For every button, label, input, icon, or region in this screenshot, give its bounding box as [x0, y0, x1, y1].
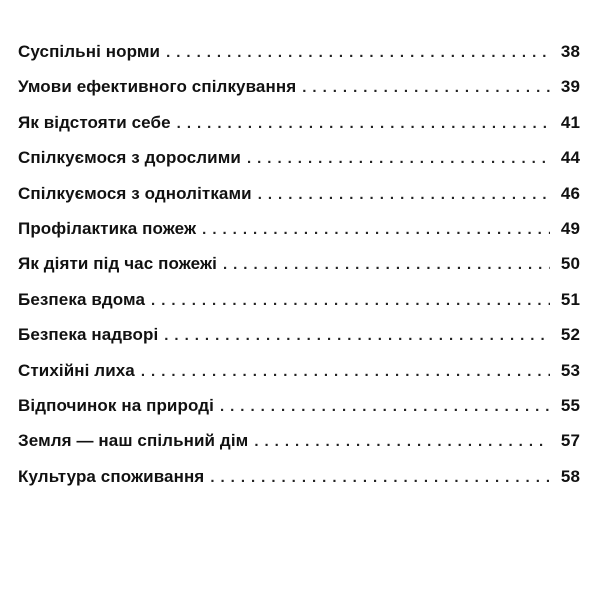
dot-leader — [223, 256, 550, 273]
toc-entry-title: Як відстояти себе — [18, 112, 171, 132]
dot-leader — [210, 469, 550, 486]
toc-entry[interactable] — [18, 219, 580, 254]
dot-leader — [177, 115, 550, 132]
toc-entry-title: Профілактика пожеж — [18, 218, 197, 238]
toc-entry[interactable] — [18, 184, 580, 219]
toc-entry-page: 53 — [560, 360, 580, 380]
toc-entry[interactable] — [18, 148, 580, 183]
toc-entry-title: Суспільні норми — [18, 42, 161, 61]
dot-leader — [220, 398, 550, 415]
dot-leader — [302, 79, 550, 96]
toc-entry-page: 50 — [560, 254, 580, 274]
toc-entry[interactable] — [18, 396, 580, 431]
toc-entry[interactable] — [18, 467, 580, 502]
toc-entry-title: Спілкуємося з однолітками — [18, 183, 252, 203]
dot-leader — [254, 433, 550, 450]
dot-leader — [151, 292, 550, 309]
toc-entry-page: 49 — [560, 218, 580, 238]
toc-entry[interactable] — [18, 254, 580, 289]
toc-entry-title: Стихійні лиха — [18, 360, 135, 380]
dot-leader — [258, 186, 550, 203]
toc-entry[interactable] — [18, 113, 580, 148]
toc-entry-page: 39 — [560, 77, 580, 97]
toc-entry-page: 44 — [560, 148, 580, 168]
toc-entry-title: Земля — наш спільний дім — [18, 431, 249, 451]
dot-leader — [247, 150, 550, 167]
toc-entry-title: Умови ефективного спілкування — [18, 77, 297, 97]
toc-entry-page: 57 — [560, 431, 580, 451]
toc-entry-page: 38 — [560, 42, 580, 61]
toc-entry-title: Безпека вдома — [18, 289, 146, 309]
dot-leader — [202, 221, 550, 238]
toc-entry-page: 41 — [560, 112, 580, 132]
dot-leader — [164, 327, 550, 344]
toc-entry[interactable] — [18, 290, 580, 325]
toc-entry[interactable] — [18, 325, 580, 360]
table-of-contents — [18, 42, 580, 502]
toc-entry-title: Відпочинок на природі — [18, 395, 214, 415]
dot-leader — [166, 44, 550, 61]
toc-entry-page: 55 — [560, 395, 580, 415]
dot-leader — [141, 363, 550, 380]
toc-entry-page: 46 — [560, 183, 580, 203]
toc-entry[interactable] — [18, 361, 580, 396]
toc-entry[interactable] — [18, 77, 580, 112]
toc-entry-title: Безпека надворі — [18, 325, 159, 345]
toc-entry-title: Культура споживання — [18, 466, 205, 486]
toc-entry-title: Як діяти під час пожежі — [18, 254, 217, 274]
toc-entry-title: Спілкуємося з дорослими — [18, 148, 241, 168]
toc-entry-page: 58 — [560, 466, 580, 486]
toc-entry-page: 51 — [560, 289, 580, 309]
toc-entry[interactable] — [18, 431, 580, 466]
toc-entry-page: 52 — [560, 325, 580, 345]
toc-entry[interactable] — [18, 42, 580, 77]
